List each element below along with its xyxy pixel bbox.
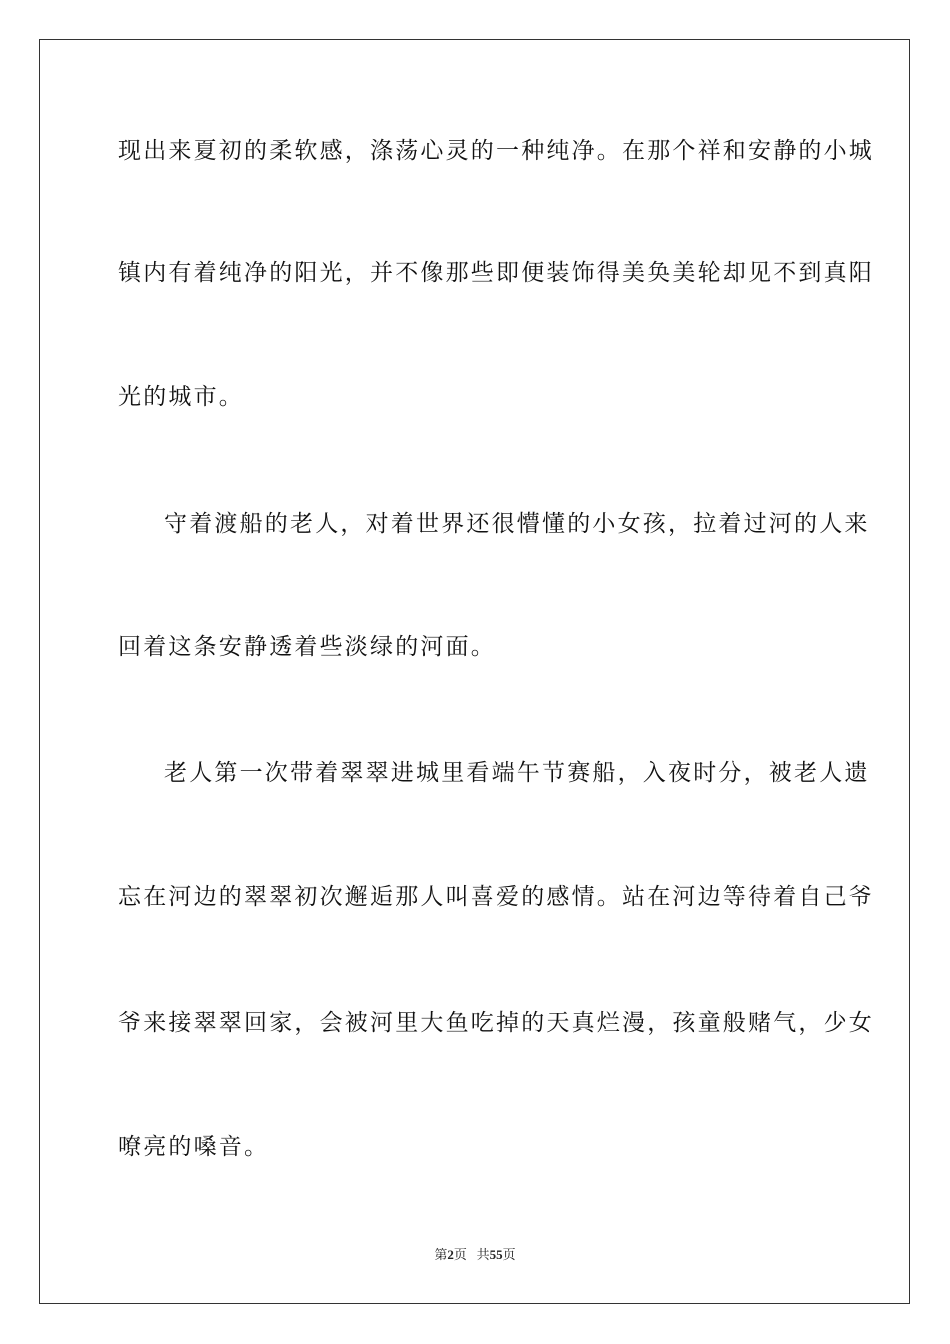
total-pages: 55 — [489, 1247, 503, 1262]
text-line-5: 回着这条安静透着些淡绿的河面。 — [118, 634, 496, 660]
text-line-3: 光的城市。 — [118, 384, 244, 410]
text-line-2: 镇内有着纯净的阳光，并不像那些即便装饰得美奂美轮却见不到真阳 — [118, 260, 874, 286]
text-line-7: 忘在河边的翠翠初次邂逅那人叫喜爱的感情。站在河边等待着自己爷 — [118, 884, 874, 910]
page-footer — [0, 1246, 950, 1264]
text-line-4: 守着渡船的老人，对着世界还很懵懂的小女孩，拉着过河的人来 — [164, 511, 870, 537]
text-line-1: 现出来夏初的柔软感，涤荡心灵的一种纯净。在那个祥和安静的小城 — [118, 138, 874, 164]
page-suffix: 页 — [453, 1247, 467, 1262]
text-line-9: 嘹亮的嗓音。 — [118, 1134, 270, 1160]
text-line-8: 爷来接翠翠回家，会被河里大鱼吃掉的天真烂漫，孩童般赌气，少女 — [118, 1010, 874, 1036]
text-line-6: 老人第一次带着翠翠进城里看端午节赛船，入夜时分，被老人遗 — [164, 760, 870, 786]
page-number: 2 — [447, 1247, 454, 1262]
total-prefix: 共 — [476, 1247, 490, 1262]
page-prefix: 第 — [434, 1247, 448, 1262]
page-border — [39, 39, 910, 1304]
total-suffix: 页 — [502, 1247, 516, 1262]
